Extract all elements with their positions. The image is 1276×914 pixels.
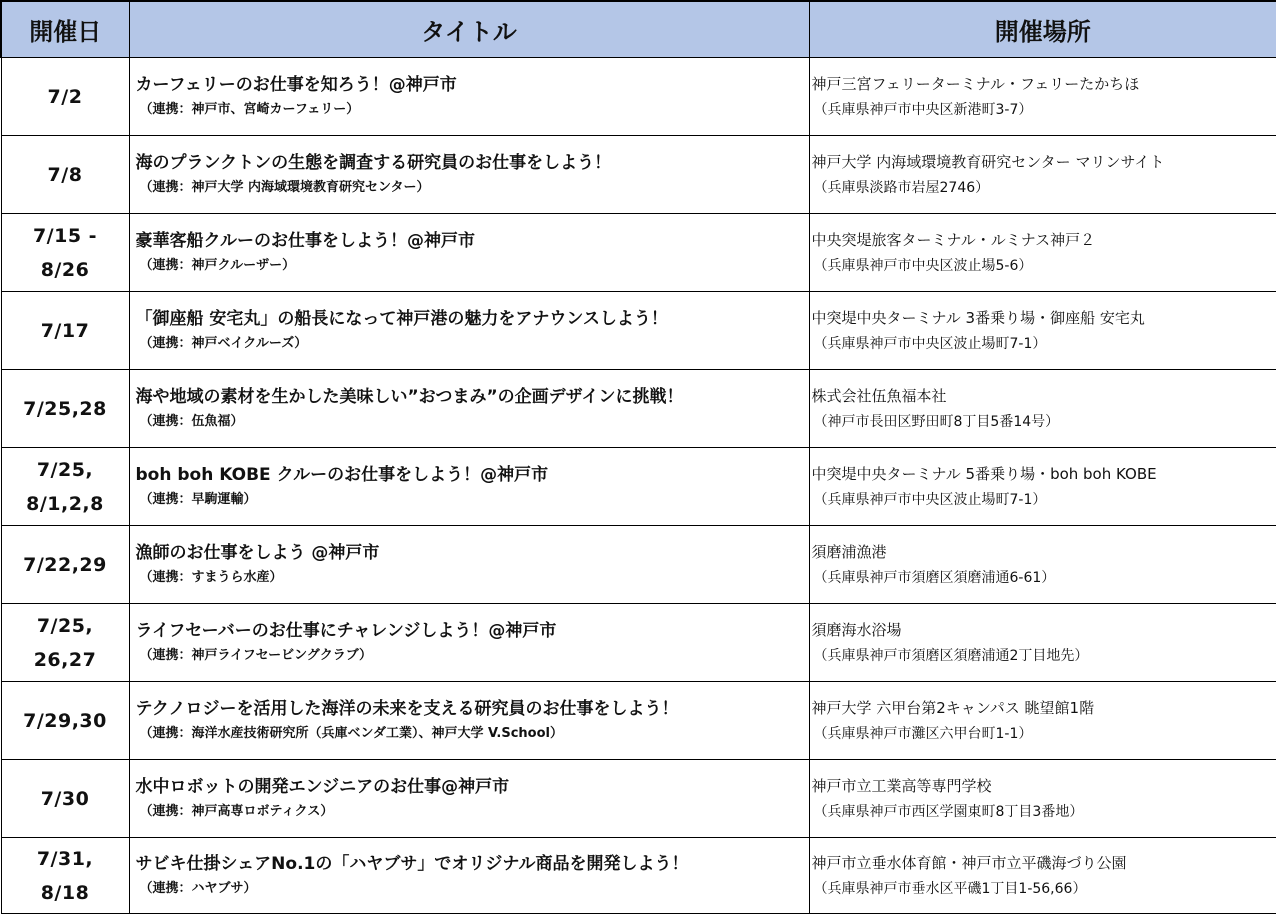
- venue-address: （兵庫県神戸市中央区波止場町7-1）: [812, 331, 1276, 357]
- venue-name: 神戸市立垂水体育館・神戸市立平磯海づり公園: [812, 850, 1276, 876]
- table-row: [1, 136, 1276, 214]
- event-partner: （連携：海洋水産技術研究所（兵庫ベンダ工業）、神戸大学 V.School）: [136, 722, 809, 746]
- event-partner: （連携：伍魚福）: [136, 410, 809, 434]
- event-venue-cell: [809, 526, 1276, 604]
- event-title: 海や地域の素材を生かした美味しい”おつまみ”の企画デザインに挑戦！: [136, 384, 809, 410]
- venue-address: （兵庫県神戸市灘区六甲台町1-1）: [812, 721, 1276, 747]
- event-title-cell: [129, 58, 809, 136]
- venue-name: 神戸市立工業高等専門学校: [812, 773, 1276, 799]
- event-partner: （連携：神戸市、宮崎カーフェリー）: [136, 98, 809, 122]
- venue-address: （兵庫県神戸市垂水区平磯1丁目1-56,66）: [812, 876, 1276, 902]
- event-partner: （連携：神戸クルーザー）: [136, 254, 809, 278]
- event-venue-cell: [809, 838, 1276, 914]
- event-date: 7/22,29: [1, 526, 129, 604]
- header-row: [1, 1, 1276, 58]
- event-date: 7/17: [1, 292, 129, 370]
- venue-address: （兵庫県神戸市須磨区須磨浦通2丁目地先）: [812, 643, 1276, 669]
- event-title-cell: [129, 448, 809, 526]
- venue-address: （兵庫県神戸市須磨区須磨浦通6-61）: [812, 565, 1276, 591]
- event-title-cell: [129, 682, 809, 760]
- table-row: [1, 448, 1276, 526]
- event-title: ライフセーバーのお仕事にチャレンジしよう！@神戸市: [136, 618, 809, 644]
- event-title: 豪華客船クルーのお仕事をしよう！@神戸市: [136, 228, 809, 254]
- event-title: 水中ロボットの開発エンジニアのお仕事@神戸市: [136, 774, 809, 800]
- event-title-cell: [129, 604, 809, 682]
- table-header: [1, 1, 1276, 58]
- table-row: [1, 58, 1276, 136]
- venue-name: 須磨浦漁港: [812, 539, 1276, 565]
- event-date: 7/8: [1, 136, 129, 214]
- event-venue-cell: [809, 760, 1276, 838]
- event-date: 7/2: [1, 58, 129, 136]
- venue-name: 株式会社伍魚福本社: [812, 383, 1276, 409]
- event-venue-cell: [809, 448, 1276, 526]
- venue-name: 神戸大学 内海域環境教育研究センター マリンサイト: [812, 149, 1276, 175]
- event-title-cell: [129, 136, 809, 214]
- header-venue: 開催場所: [809, 1, 1276, 58]
- venue-address: （兵庫県神戸市西区学園東町8丁目3番地）: [812, 799, 1276, 825]
- event-title-cell: [129, 760, 809, 838]
- table-row: [1, 370, 1276, 448]
- event-date: 7/25, 8/1,2,8: [1, 448, 129, 526]
- event-date: 7/25,28: [1, 370, 129, 448]
- event-title-cell: [129, 838, 809, 914]
- table-row: [1, 526, 1276, 604]
- venue-name: 須磨海水浴場: [812, 617, 1276, 643]
- event-partner: （連携：ハヤブサ）: [136, 877, 809, 901]
- event-title-cell: [129, 526, 809, 604]
- event-title-cell: [129, 214, 809, 292]
- event-partner: （連携：すまうら水産）: [136, 566, 809, 590]
- event-date: 7/31, 8/18: [1, 838, 129, 914]
- event-partner: （連携：早駒運輸）: [136, 488, 809, 512]
- table-row: [1, 214, 1276, 292]
- venue-name: 神戸三宮フェリーターミナル・フェリーたかちほ: [812, 71, 1276, 97]
- venue-name: 中央突堤旅客ターミナル・ルミナス神戸２: [812, 227, 1276, 253]
- event-title: 海のプランクトンの生態を調査する研究員のお仕事をしよう！: [136, 150, 809, 176]
- event-venue-cell: [809, 370, 1276, 448]
- header-title: タイトル: [129, 1, 809, 58]
- event-venue-cell: [809, 292, 1276, 370]
- venue-name: 中突堤中央ターミナル 5番乗り場・boh boh KOBE: [812, 461, 1276, 487]
- venue-name: 中突堤中央ターミナル 3番乗り場・御座船 安宅丸: [812, 305, 1276, 331]
- event-date: 7/29,30: [1, 682, 129, 760]
- event-title: 漁師のお仕事をしよう @神戸市: [136, 540, 809, 566]
- header-date: 開催日: [1, 1, 129, 58]
- table-row: [1, 838, 1276, 914]
- event-date: 7/30: [1, 760, 129, 838]
- event-partner: （連携：神戸大学 内海域環境教育研究センター）: [136, 176, 809, 200]
- event-partner: （連携：神戸ベイクルーズ）: [136, 332, 809, 356]
- event-title: カーフェリーのお仕事を知ろう！@神戸市: [136, 72, 809, 98]
- event-date: 7/25, 26,27: [1, 604, 129, 682]
- event-title: テクノロジーを活用した海洋の未来を支える研究員のお仕事をしよう！: [136, 696, 809, 722]
- venue-address: （兵庫県神戸市中央区波止場5-6）: [812, 253, 1276, 279]
- table-row: [1, 682, 1276, 760]
- event-date: 7/15 - 8/26: [1, 214, 129, 292]
- event-title: サビキ仕掛シェアNo.1の「ハヤブサ」でオリジナル商品を開発しよう！: [136, 851, 809, 877]
- event-title-cell: [129, 292, 809, 370]
- event-venue-cell: [809, 58, 1276, 136]
- venue-address: （兵庫県神戸市中央区新港町3-7）: [812, 97, 1276, 123]
- event-venue-cell: [809, 604, 1276, 682]
- table-row: [1, 292, 1276, 370]
- event-venue-cell: [809, 136, 1276, 214]
- table-body: [1, 58, 1276, 914]
- event-title: 「御座船 安宅丸」の船長になって神戸港の魅力をアナウンスしよう！: [136, 306, 809, 332]
- venue-name: 神戸大学 六甲台第2キャンパス 眺望館1階: [812, 695, 1276, 721]
- venue-address: （兵庫県淡路市岩屋2746）: [812, 175, 1276, 201]
- venue-address: （兵庫県神戸市中央区波止場町7-1）: [812, 487, 1276, 513]
- event-venue-cell: [809, 214, 1276, 292]
- table-row: [1, 604, 1276, 682]
- event-partner: （連携：神戸高専ロボティクス）: [136, 800, 809, 824]
- venue-address: （神戸市長田区野田町8丁目5番14号）: [812, 409, 1276, 435]
- table-row: [1, 760, 1276, 838]
- event-venue-cell: [809, 682, 1276, 760]
- event-title-cell: [129, 370, 809, 448]
- event-title: boh boh KOBE クルーのお仕事をしよう！@神戸市: [136, 462, 809, 488]
- event-partner: （連携：神戸ライフセービングクラブ）: [136, 644, 809, 668]
